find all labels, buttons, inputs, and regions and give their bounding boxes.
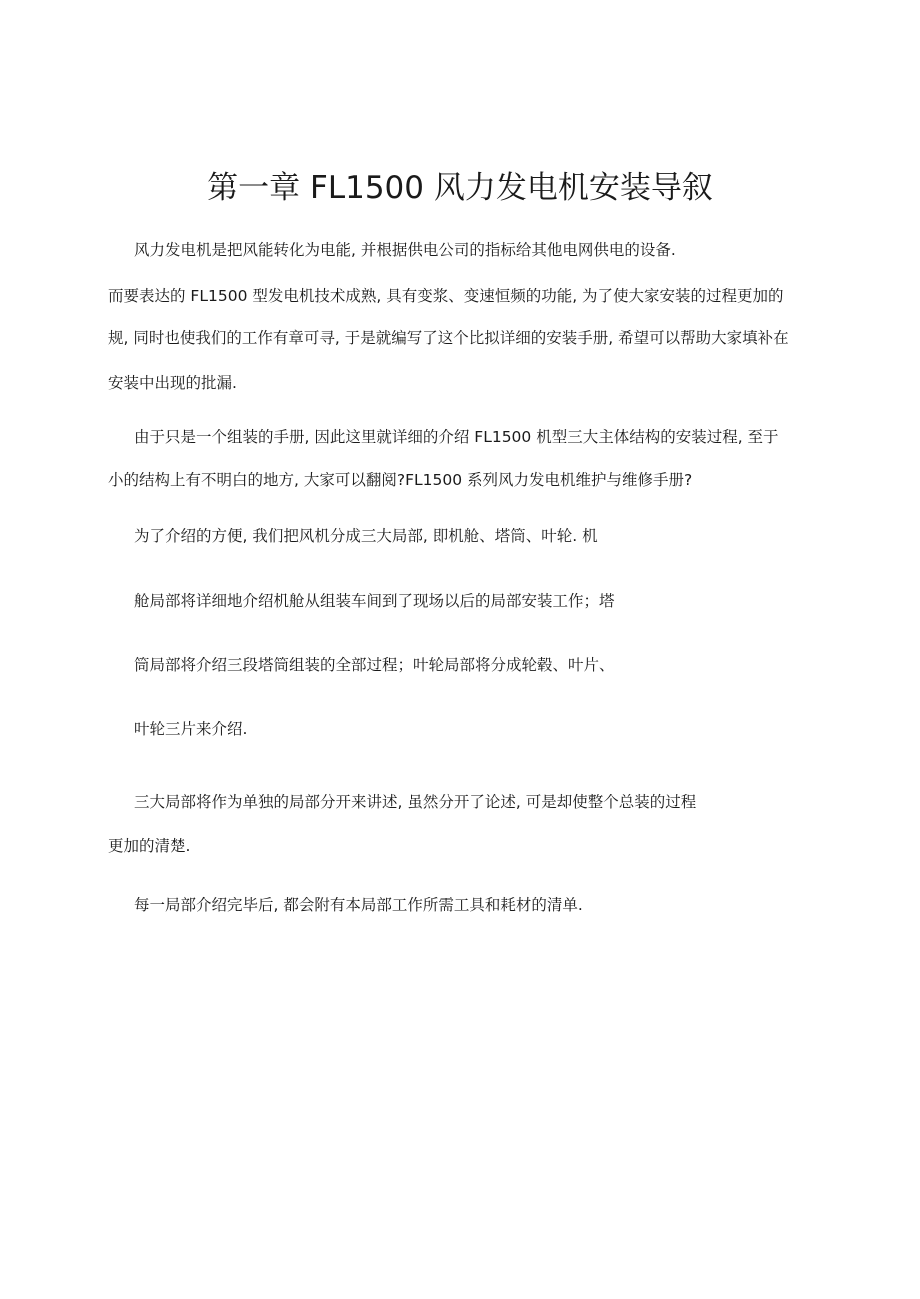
paragraph-line: 更加的清楚. — [108, 837, 191, 855]
paragraph-line: 而要表达的 FL1500 型发电机技术成熟, 具有变浆、变速恒频的功能, 为了使大家安装的过程更加的 — [108, 287, 784, 305]
paragraph-line: 三大局部将作为单独的局部分开来讲述, 虽然分开了论述, 可是却使整个总装的过程 — [134, 793, 697, 811]
paragraph-line: 舱局部将详细地介绍机舱从组装车间到了现场以后的局部安装工作；塔 — [134, 592, 615, 610]
chapter-title: 第一章 FL1500 风力发电机安装导叙 — [207, 170, 713, 206]
paragraph-line: 由于只是一个组装的手册, 因此这里就详细的介绍 FL1500 机型三大主体结构的安装过程, 至于 — [134, 428, 779, 446]
paragraph-line: 为了介绍的方便, 我们把风机分成三大局部, 即机舱、塔筒、叶轮. 机 — [134, 527, 598, 545]
paragraph-line: 规, 同时也使我们的工作有章可寻, 于是就编写了这个比拟详细的安装手册, 希望可以帮助大家填补在 — [108, 329, 789, 347]
paragraph-line: 安装中出现的批漏. — [108, 374, 237, 392]
paragraph-line: 每一局部介绍完毕后, 都会附有本局部工作所需工具和耗材的清单. — [134, 896, 583, 914]
paragraph-line: 筒局部将介绍三段塔筒组装的全部过程；叶轮局部将分成轮毂、叶片、 — [134, 656, 615, 674]
paragraph-line: 叶轮三片来介绍. — [134, 720, 248, 738]
paragraph-line: 风力发电机是把风能转化为电能, 并根据供电公司的指标给其他电网供电的设备. — [134, 241, 676, 259]
paragraph-line: 小的结构上有不明白的地方, 大家可以翻阅?FL1500 系列风力发电机维护与维修手册? — [108, 471, 693, 489]
